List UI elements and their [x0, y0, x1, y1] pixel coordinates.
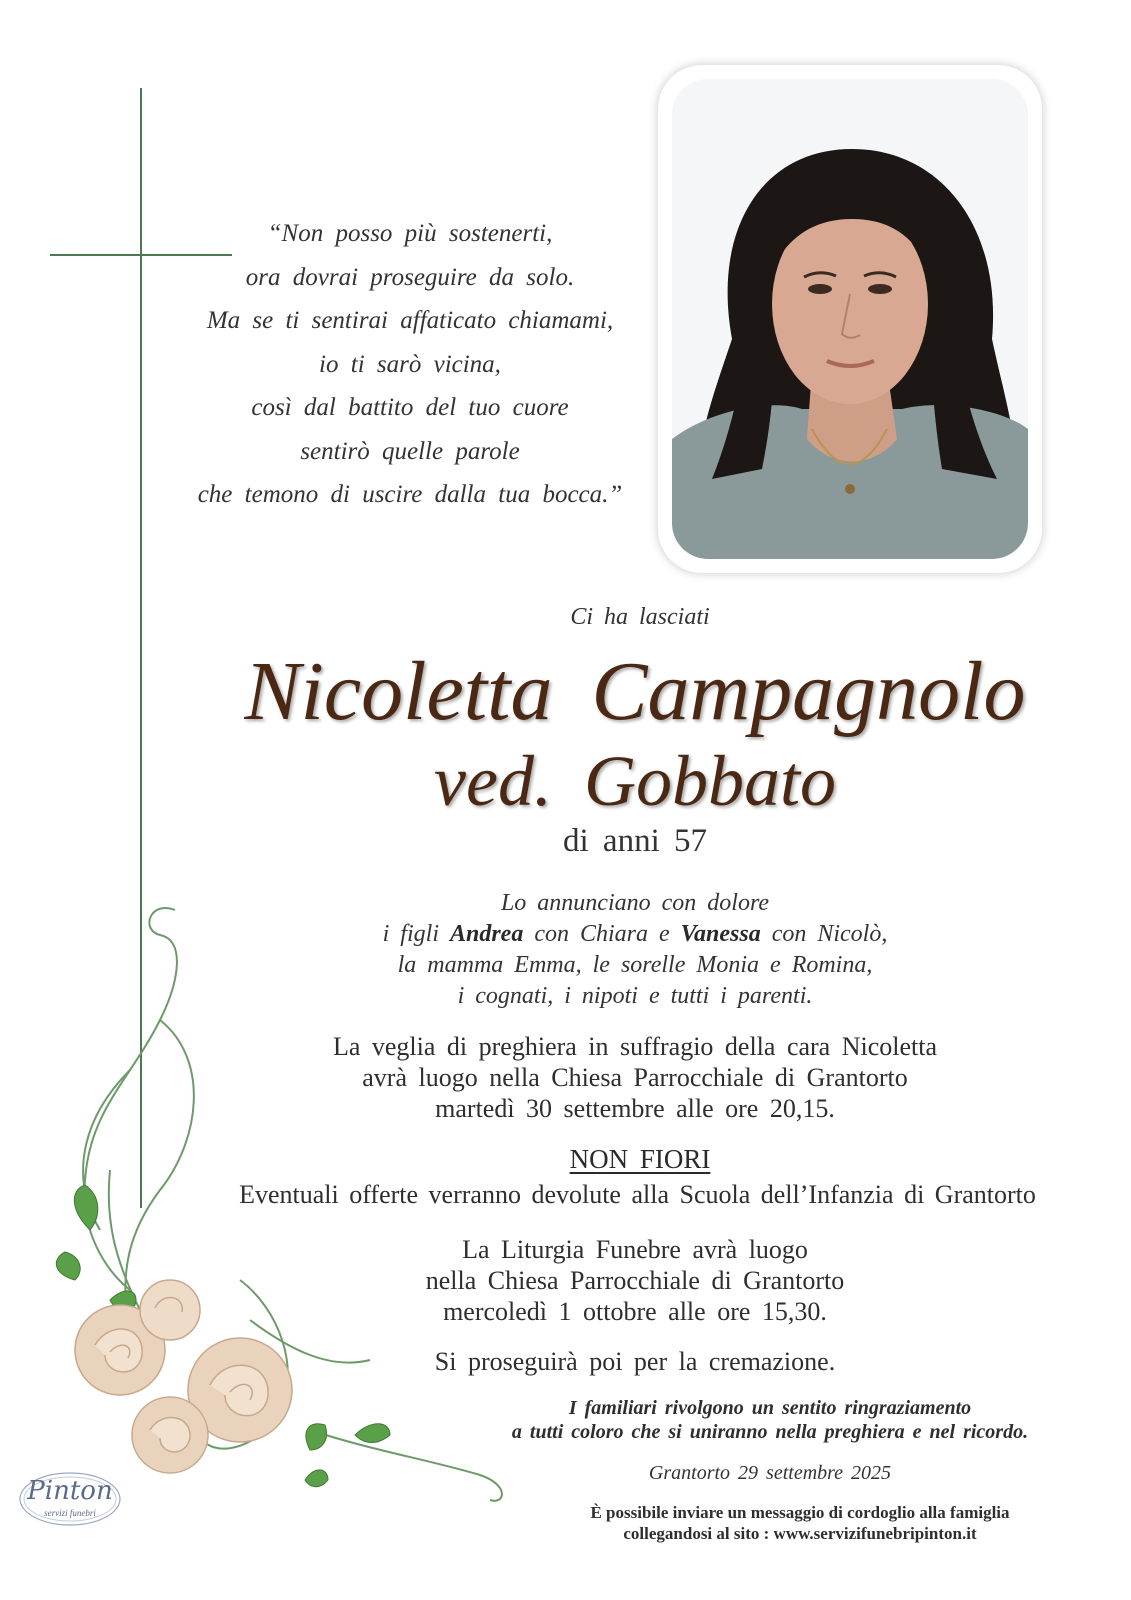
intro-text: Ci ha lasciati	[570, 604, 710, 630]
vigil-line: martedì 30 settembre alle ore 20,15.	[435, 1094, 835, 1123]
poem-line: “Non posso più sostenerti,	[267, 220, 553, 247]
child-name: Vanessa	[680, 921, 761, 947]
vigil-line: avrà luogo nella Chiesa Parrocchiale di Grantorto	[362, 1063, 908, 1092]
deceased-name: Nicoletta Campagnolo	[244, 645, 1026, 738]
funeral-line: mercoledì 1 ottobre alle ore 15,30.	[443, 1297, 827, 1326]
children-mid: con Chiara e	[523, 921, 681, 947]
announcement-line: la mamma Emma, le sorelle Monia e Romina,	[397, 952, 873, 978]
poem-line: che temono di uscire dalla tua bocca.”	[197, 481, 623, 508]
poem-line: Ma se ti sentirai affaticato chiamami,	[206, 307, 614, 334]
age: di anni 57	[563, 823, 707, 859]
roses-decoration	[10, 890, 520, 1540]
poem-line: io ti sarò vicina,	[319, 350, 501, 378]
logo-subtitle: servizi funebri	[44, 1508, 96, 1518]
married-name: ved. Gobbato	[434, 741, 836, 821]
poem-line: ora dovrai proseguire da solo.	[245, 263, 575, 291]
children-suffix: con Nicolò,	[760, 921, 888, 947]
announcement-line: i cognati, i nipoti e tutti i parenti.	[457, 983, 813, 1009]
announcement-line: Lo annunciano con dolore	[500, 890, 770, 916]
child-name: Andrea	[449, 921, 524, 947]
funeral-line: La Liturgia Funebre avrà luogo	[462, 1235, 808, 1264]
poem	[180, 212, 640, 517]
portrait-illustration	[672, 79, 1028, 559]
footer-line: È possibile inviare un messaggio di cordoglio alla famiglia	[590, 1503, 1010, 1522]
funeral-line: nella Chiesa Parrocchiale di Grantorto	[425, 1266, 845, 1295]
thanks-line: a tutti coloro che si uniranno nella preghiera e nel ricordo.	[511, 1421, 1029, 1443]
children-prefix: i figli	[382, 921, 450, 947]
vigil-line: La veglia di preghiera in suffragio della cara Nicoletta	[332, 1032, 938, 1061]
poem-line: così dal battito del tuo cuore	[251, 394, 569, 421]
cremation-note: Si proseguirà poi per la cremazione.	[434, 1347, 836, 1376]
donation-note: Eventuali offerte verranno devolute alla Scuola dell’Infanzia di Grantorto	[239, 1180, 1036, 1209]
poem-line: sentirò quelle parole	[300, 437, 520, 465]
thanks-line: I familiari rivolgono un sentito ringraziamento	[568, 1397, 972, 1419]
place-date: Grantorto 29 settembre 2025	[648, 1462, 892, 1484]
portrait-photo	[672, 79, 1028, 559]
logo-text: Pinton	[27, 1476, 113, 1506]
footer-website: collegandosi al sito : www.servizifunebripinton.it	[623, 1524, 977, 1543]
no-flowers-heading: NON FIORI	[569, 1144, 711, 1174]
